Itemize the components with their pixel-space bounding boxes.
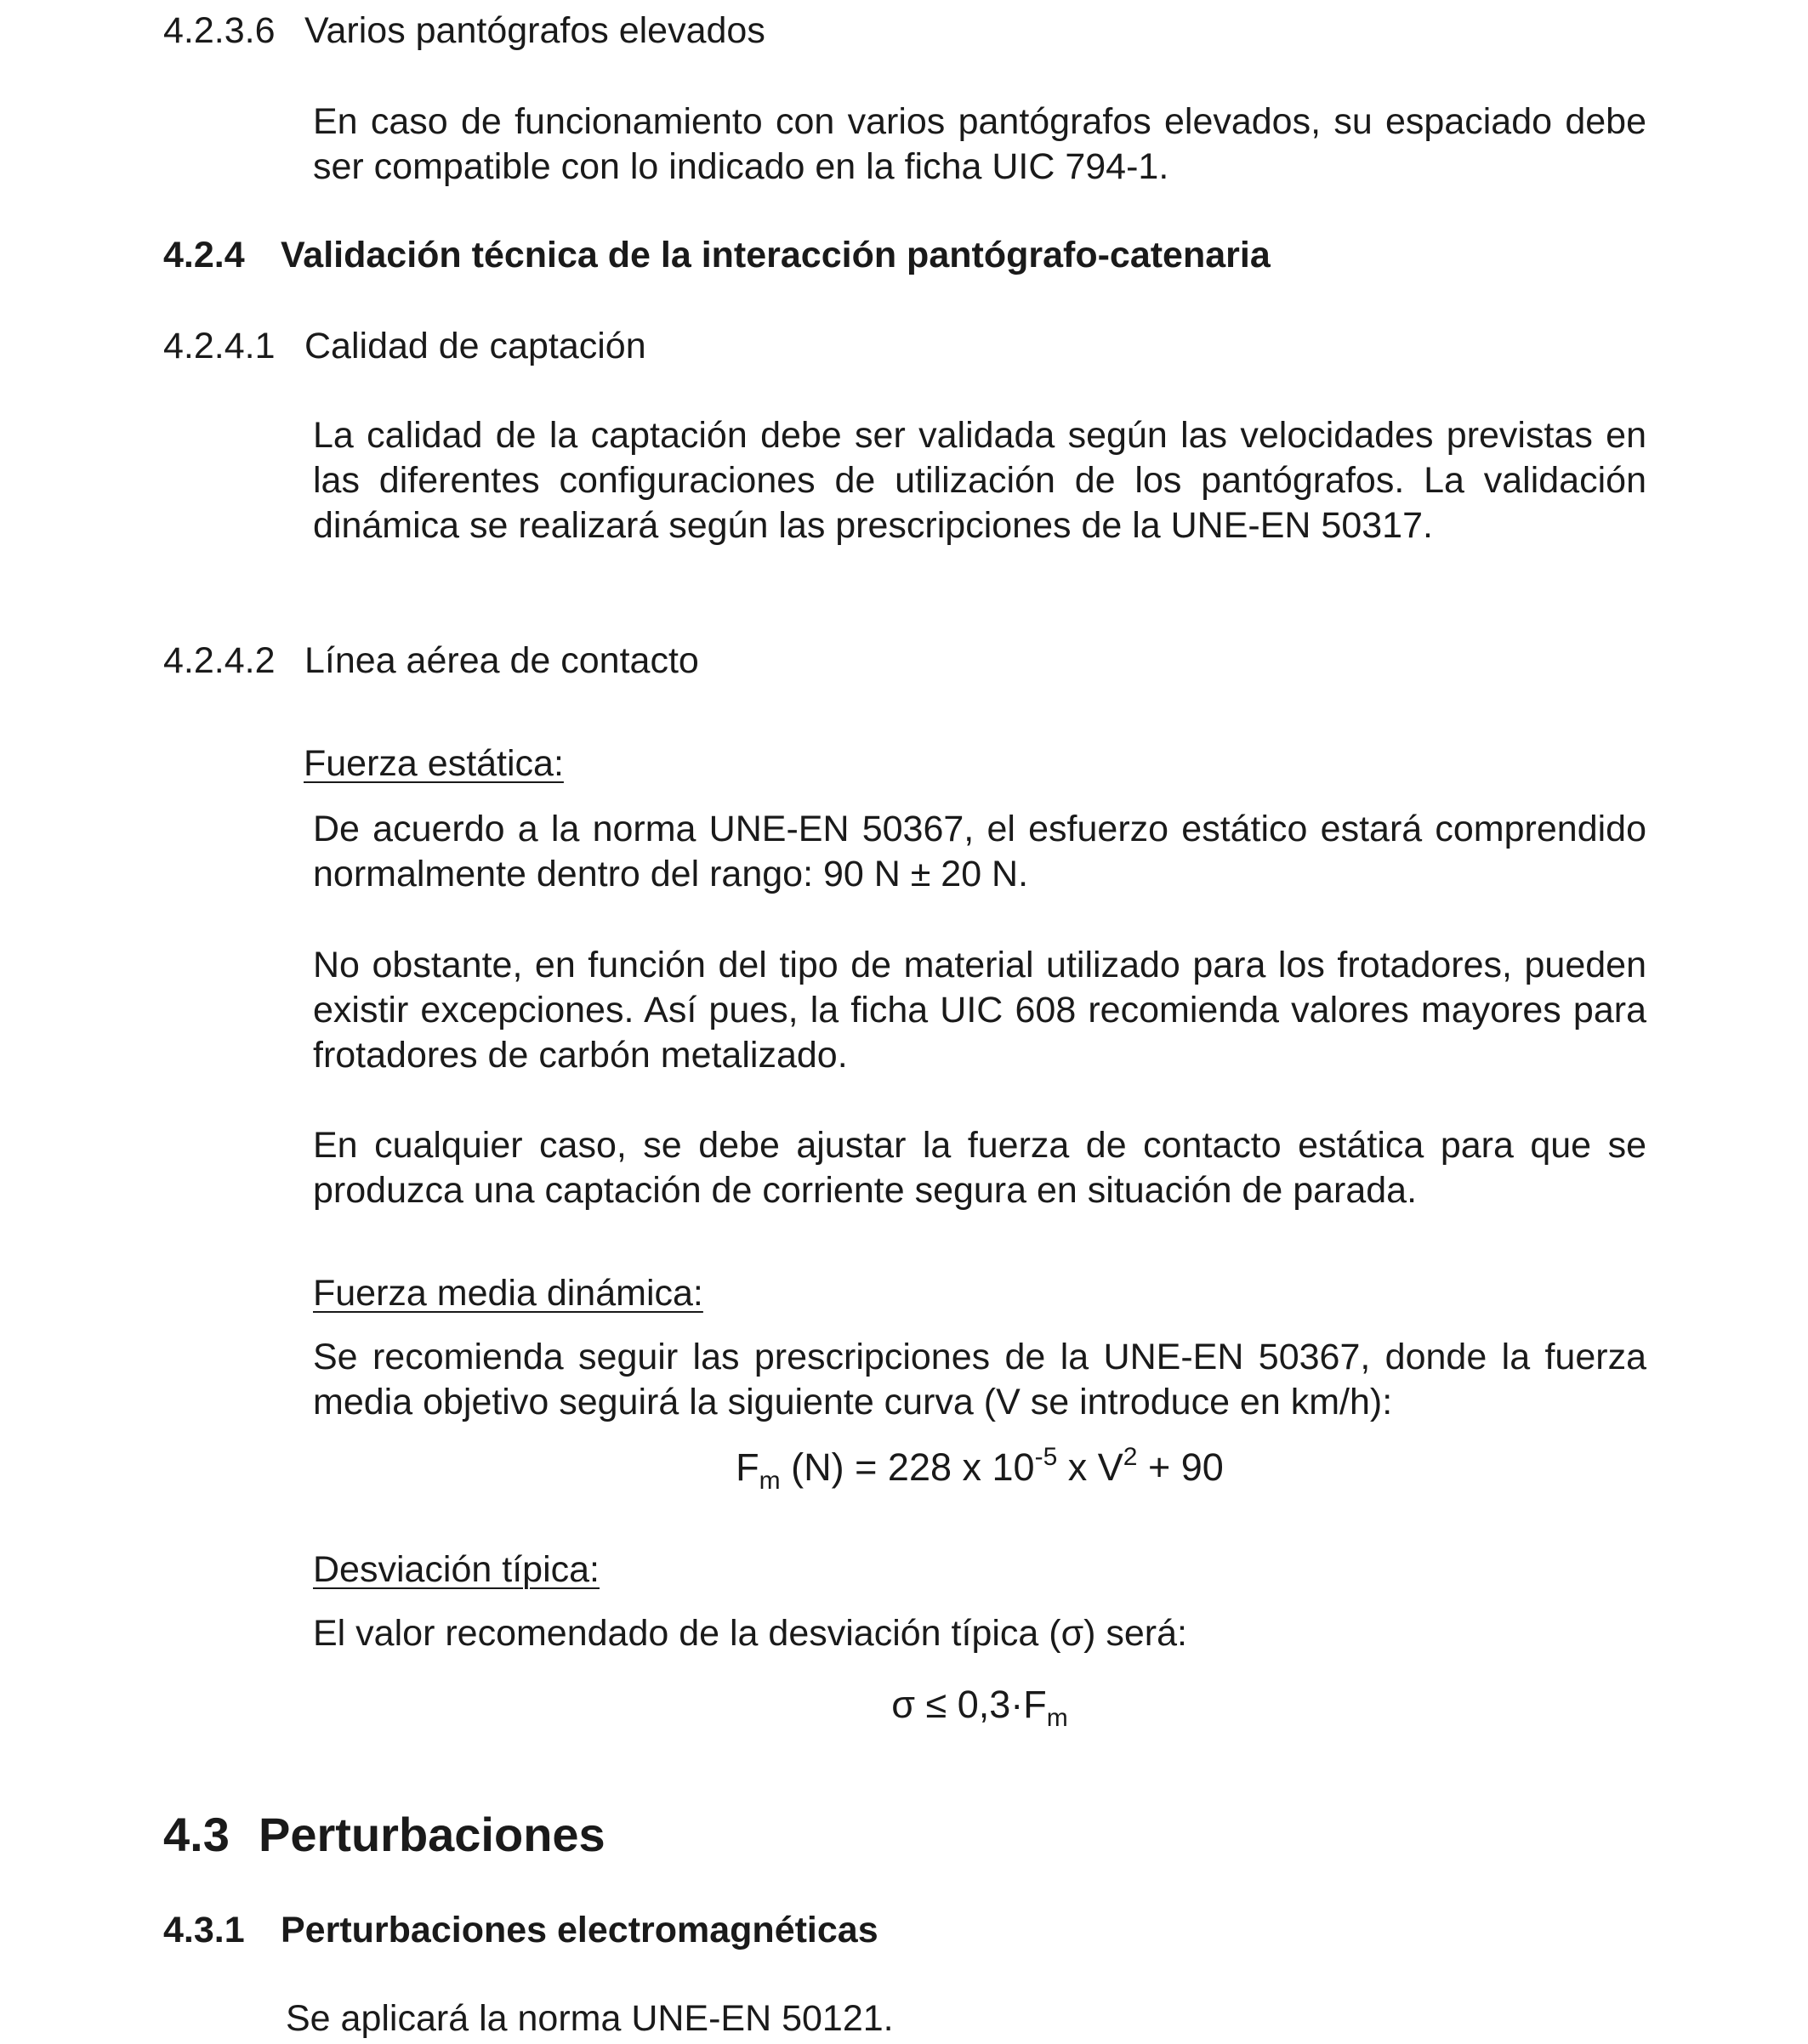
paragraph-fuerza-estatica-2: No obstante, en función del tipo de material utilizado para los frotadores, pueden existir excepciones. Así pues, la ficha UIC 608 recomienda valores mayores para frotadores de carbón metalizado. [313, 945, 1646, 1076]
paragraph-varios-pantografos: En caso de funcionamiento con varios pantógrafos elevados, su espaciado debe ser compatible con lo indicado en la ficha UIC 794-1. [313, 101, 1646, 187]
label-fuerza-media-dinamica: Fuerza media dinámica: [313, 1273, 703, 1314]
heading-4-2-4-2 [163, 639, 699, 683]
formula-desviacion-tipica: $\sigma \le 0,3\cdot F_m$ [891, 1683, 1068, 1732]
section-title: Calidad de captación [304, 326, 646, 366]
heading-4-2-4-1 [163, 324, 646, 368]
section-title: Línea aérea de contacto [304, 640, 699, 681]
section-number: 4.3 [163, 1808, 230, 1861]
paragraph-perturbaciones-electromagneticas: Se aplicará la norma UNE-EN 50121. [286, 1998, 894, 2039]
paragraph-calidad-captacion: La calidad de la captación debe ser validada según las velocidades previstas en las diferentes configuraciones de utilización de los pantógrafos. La validación dinámica se realizará según las prescripciones de la UNE-EN 50317. [313, 415, 1646, 546]
label-desviacion-tipica: Desviación típica: [313, 1549, 600, 1590]
section-number: 4.2.4.1 [163, 326, 276, 366]
section-number: 4.2.3.6 [163, 10, 276, 51]
section-number: 4.2.4 [163, 235, 245, 275]
heading-4-2-3-6 [163, 9, 765, 53]
section-number: 4.2.4.2 [163, 640, 276, 681]
paragraph-desviacion-tipica: El valor recomendado de la desviación típica (σ) será: [313, 1613, 1187, 1654]
paragraph-fuerza-estatica-3: En cualquier caso, se debe ajustar la fuerza de contacto estática para que se produzca una captación de corriente segura en situación de parada. [313, 1125, 1646, 1211]
section-title: Varios pantógrafos elevados [304, 10, 765, 51]
paragraph-fuerza-estatica-1: De acuerdo a la norma UNE-EN 50367, el esfuerzo estático estará comprendido normalmente dentro del rango: 90 N ± 20 N. [313, 809, 1646, 894]
heading-4-3-1 [163, 1908, 878, 1952]
section-title: Perturbaciones [259, 1808, 606, 1861]
formula-fuerza-media: $F_m$ (N) = 228 x $10^{-5}$ x $V^2 + 90$ [736, 1443, 1224, 1495]
section-number: 4.3.1 [163, 1910, 245, 1950]
label-fuerza-estatica: Fuerza estática: [304, 743, 564, 784]
section-title: Validación técnica de la interacción pantógrafo-catenaria [281, 235, 1271, 275]
heading-4-3 [163, 1808, 606, 1862]
heading-4-2-4 [163, 233, 1271, 277]
paragraph-fuerza-media: Se recomienda seguir las prescripciones de la UNE-EN 50367, donde la fuerza media objetivo seguirá la siguiente curva (V se introduce en km/h): [313, 1337, 1646, 1422]
section-title: Perturbaciones electromagnéticas [281, 1910, 878, 1950]
